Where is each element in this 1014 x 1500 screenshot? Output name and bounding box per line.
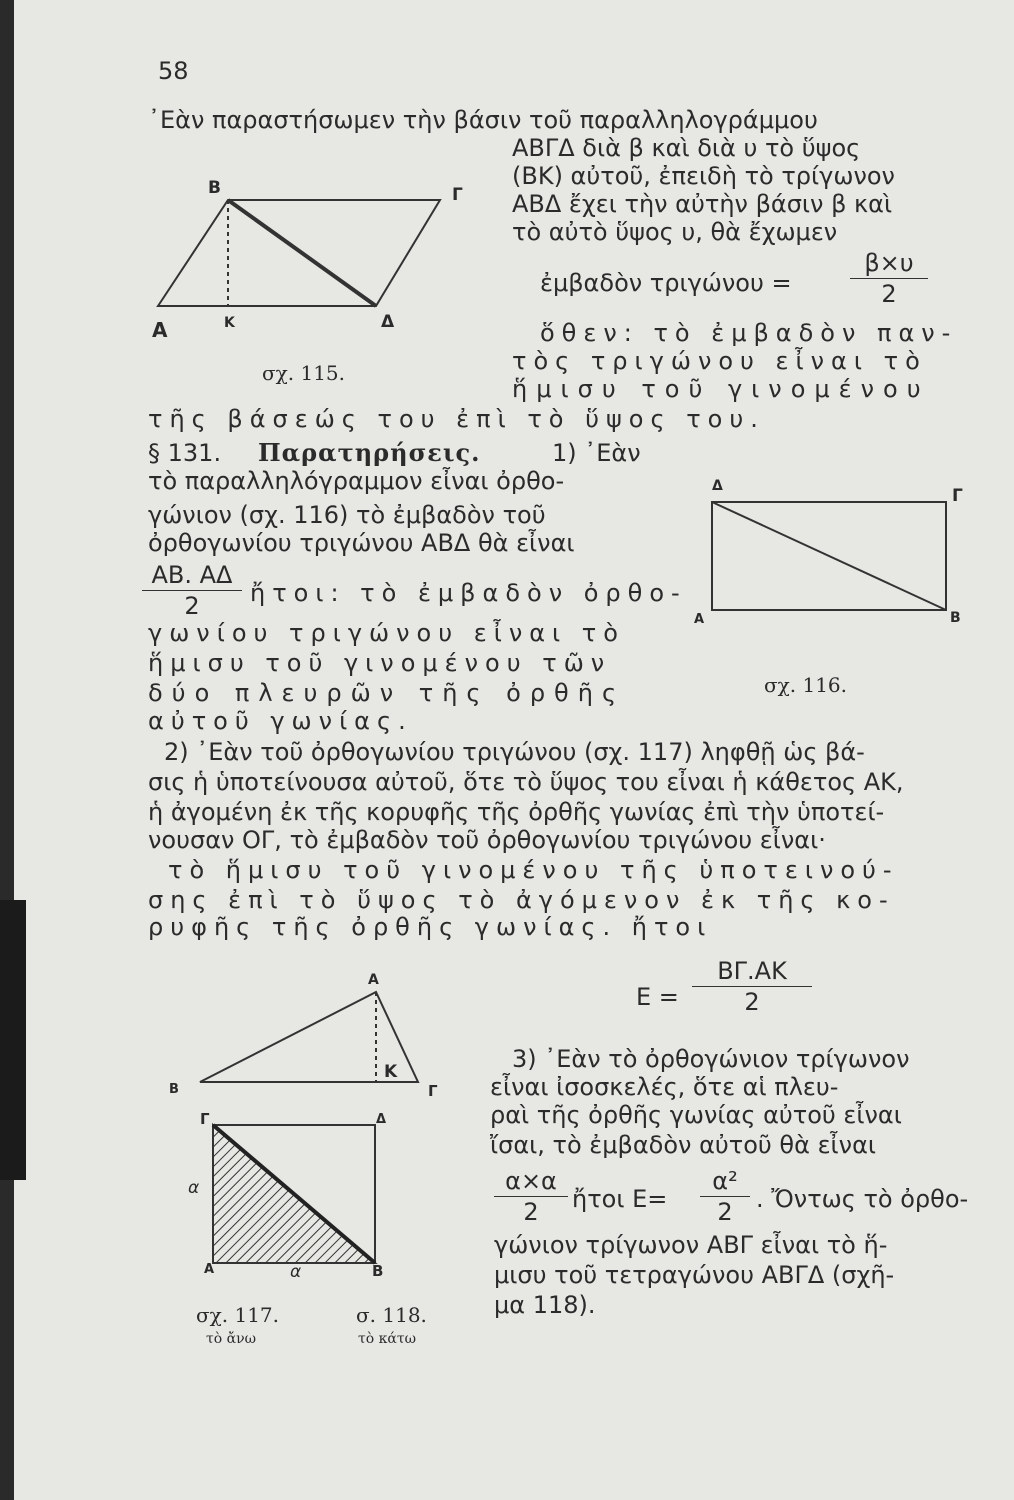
text-line: ἤτοι Ε=	[572, 1185, 668, 1213]
text-line: εἶναι ἰσοσκελές, ὅτε αἱ πλευ-	[490, 1073, 839, 1101]
text-line: (ΒΚ) αὐτοῦ, ἐπειδὴ τὸ τρίγωνον	[512, 162, 895, 190]
text-line: 2) ᾿Εὰν τοῦ ὀρθογωνίου τριγώνου (σχ. 117) ληφθῇ ὡς βά-	[164, 738, 865, 766]
text-line: αὐτοῦ γωνίας.	[148, 707, 413, 735]
label-G: Γ	[452, 185, 463, 205]
text-line: σης ἐπὶ τὸ ὕψος τὸ ἀγόμενον ἐκ τῆς κο-	[148, 886, 895, 914]
label-B: Β	[950, 610, 961, 626]
caption-fig-117: σχ. 117.	[196, 1303, 280, 1327]
text-line: ὅθεν: τὸ ἐμβαδὸν παν-	[540, 319, 958, 347]
text-line: ᾿Εὰν παραστήσωμεν τὴν βάσιν τοῦ παραλληλογράμμου	[148, 106, 818, 134]
label-B: Β	[208, 178, 221, 198]
page-number: 58	[158, 57, 189, 85]
text-line: ρυφῆς τῆς ὀρθῆς γωνίας. ἤτοι	[148, 913, 713, 941]
label-A: Α	[694, 612, 705, 627]
text-line: τὸ παραλληλόγραμμον εἶναι ὀρθο-	[148, 467, 565, 495]
text-line: δύο πλευρῶν τῆς ὀρθῆς	[148, 679, 626, 707]
label-K: Κ	[384, 1062, 398, 1082]
text-line: μα 118).	[494, 1291, 596, 1319]
figure-118-square-hatched	[200, 1110, 390, 1270]
text-line: ἤτοι: τὸ ἐμβαδὸν ὀρθο-	[250, 579, 687, 607]
subcaption-fig-117: τὸ ἄνω	[206, 1331, 257, 1347]
page-edge-tab	[0, 900, 26, 1180]
fraction-b-u: $\frac{\beta\times\upsilon}{2}$	[850, 248, 928, 309]
label-D: Δ	[712, 478, 723, 494]
fraction-a-squared: $\frac{\text{α²}}{2}$	[700, 1166, 750, 1227]
text-line: ΑΒΔ ἔχει τὴν αὐτὴν βάσιν β καὶ	[512, 190, 893, 218]
text-line: ἐμβαδὸν τριγώνου =	[540, 269, 792, 297]
section-heading: Παρατηρήσεις.	[258, 438, 481, 467]
text-line: γώνιον τρίγωνον ΑΒΓ εἶναι τὸ ἥ-	[494, 1231, 888, 1259]
subcaption-fig-118: τὸ κάτω	[358, 1331, 416, 1347]
label-G: Γ	[952, 486, 963, 506]
text-line: ὀρθογωνίου τριγώνου ΑΒΔ θὰ εἶναι	[148, 529, 575, 557]
text-line: ΑΒΓΔ διὰ β καὶ διὰ υ τὸ ὕψος	[512, 134, 861, 162]
label-B: Β	[372, 1262, 384, 1280]
label-G: Γ	[428, 1082, 438, 1100]
text-line: ἥμισυ τοῦ γινομένου τῶν	[148, 649, 612, 677]
section-number: § 131.	[148, 439, 222, 467]
label-A: Α	[368, 972, 379, 988]
text-line: . Ὄντως τὸ ὀρθο-	[756, 1185, 969, 1213]
label-G: Γ	[200, 1110, 210, 1128]
figure-117-right-triangle	[180, 980, 440, 1090]
caption-fig-115: σχ. 115.	[262, 361, 346, 385]
caption-fig-116: σχ. 116.	[764, 673, 848, 697]
text-line: νουσαν ΟΓ, τὸ ἐμβαδὸν τοῦ ὀρθογωνίου τριγώνου εἶναι·	[148, 826, 826, 854]
text-line: γώνιον (σχ. 116) τὸ ἐμβαδὸν τοῦ	[148, 501, 546, 529]
text-line: ἴσαι, τὸ ἐμβαδὸν αὐτοῦ θὰ εἶναι	[490, 1131, 877, 1159]
text-line: τὸς τριγώνου εἶναι τὸ	[512, 347, 927, 375]
caption-fig-118: σ. 118.	[356, 1303, 427, 1327]
label-D: Δ	[376, 1112, 387, 1127]
label-side-alpha-left: α	[188, 1178, 200, 1198]
page-edge-shadow	[0, 0, 14, 1500]
text-line: μισυ τοῦ τετραγώνου ΑΒΓΔ (σχῆ-	[494, 1261, 895, 1289]
text-line: 3) ᾿Εὰν τὸ ὀρθογώνιον τρίγωνον	[512, 1045, 910, 1073]
fraction-AB-AD: $\frac{AB. A\Delta}{2}$	[142, 560, 242, 621]
fraction-a-times-a: $\frac{\alpha\times\alpha}{2}$	[494, 1166, 568, 1227]
label-A: Α	[204, 1262, 215, 1277]
label-K: Κ	[224, 315, 235, 331]
text-line: 1) ᾿Εὰν	[552, 439, 641, 467]
text-line: γωνίου τριγώνου εἶναι τὸ	[148, 619, 625, 647]
label-side-alpha-bottom: α	[290, 1262, 302, 1282]
label-B: Β	[169, 1082, 179, 1097]
equation-lhs: Ε =	[636, 983, 679, 1011]
text-line: ραὶ τῆς ὀρθῆς γωνίας αὐτοῦ εἶναι	[490, 1101, 902, 1129]
figure-116-rectangle	[700, 490, 970, 630]
text-line: τὸ ἥμισυ τοῦ γινομένου τῆς ὑποτεινού-	[168, 856, 899, 884]
text-line: σις ἡ ὑποτείνουσα αὐτοῦ, ὅτε τὸ ὕψος του εἶναι ἡ κάθετος ΑΚ,	[148, 768, 904, 796]
fraction-BG-AK: $\frac{B\Gamma.AK}{2}$	[692, 956, 812, 1017]
label-D: Δ	[381, 312, 395, 332]
label-A: Α	[152, 318, 168, 342]
text-line: τῆς βάσεώς του ἐπὶ τὸ ὕψος του.	[148, 405, 765, 433]
text-line: τὸ αὐτὸ ὕψος υ, θὰ ἔχωμεν	[512, 218, 838, 246]
text-line: ἡ ἀγομένη ἐκ τῆς κορυφῆς τῆς ὀρθῆς γωνίας ἐπὶ τὴν ὑποτεί-	[148, 798, 885, 826]
text-line: ἥμισυ τοῦ γινομένου	[512, 375, 930, 403]
figure-115-parallelogram	[150, 170, 470, 360]
